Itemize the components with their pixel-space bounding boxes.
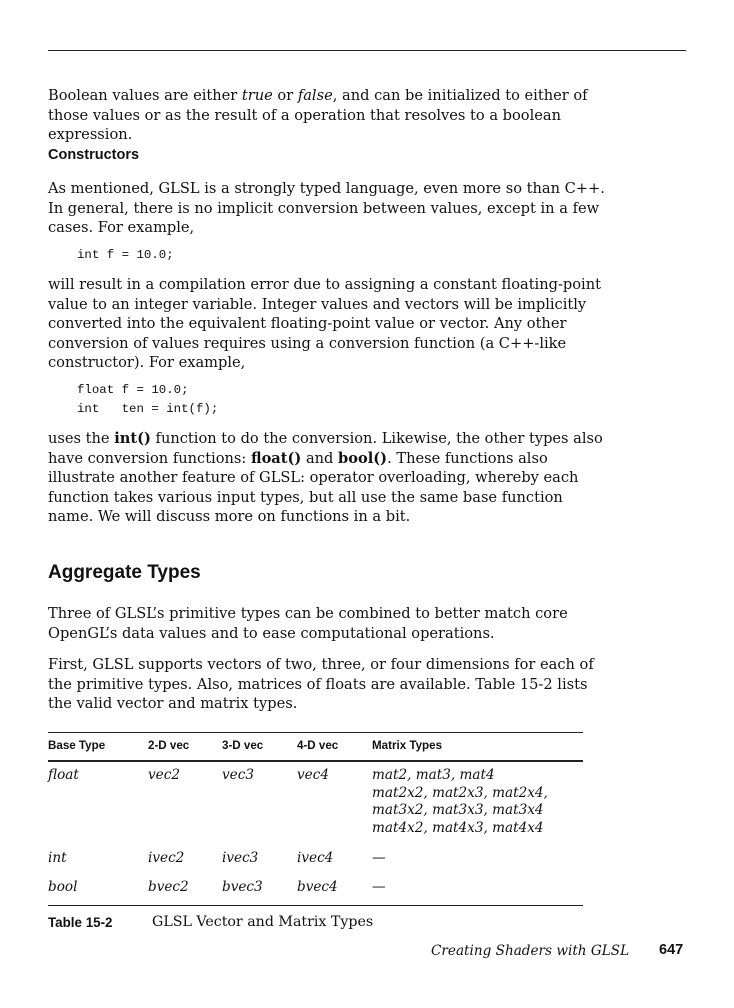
constructors-paragraph-2: will result in a compilation error due to assigning a constant floating-point value to an integer variable. Integer values and vectors will be implicitly converted into the equivalent floating-point value or vector. Any other conversion of values requires using a conversion function (a C++-like constructor). For example, bbox=[48, 276, 601, 372]
table-cell: float bbox=[48, 767, 79, 783]
table-cell: bvec4 bbox=[297, 879, 338, 895]
table-bottom-rule bbox=[48, 905, 583, 906]
table-cell: ivec2 bbox=[148, 850, 185, 866]
table-cell: — bbox=[372, 850, 386, 866]
para-text: function to do the conversion. Likewise, the other types also have conversion functions: bbox=[48, 430, 603, 467]
table-header-3d-vec: 3-D vec bbox=[222, 739, 264, 752]
constructors-paragraph-3 bbox=[48, 429, 608, 527]
table-cell: — bbox=[372, 879, 386, 895]
constructors-paragraph-1: As mentioned, GLSL is a strongly typed language, even more so than C++. In general, there is no implicit conversion between values, except in a few cases. For example, bbox=[48, 180, 605, 237]
top-rule bbox=[48, 50, 686, 51]
running-footer-title: Creating Shaders with GLSL bbox=[431, 943, 630, 959]
intro-text: , and can be initialized to either of those values or as the result of a operation that resolves to a boolean expression. bbox=[48, 87, 588, 144]
table-cell: vec4 bbox=[297, 767, 329, 783]
intro-text: Boolean values are either bbox=[48, 87, 242, 104]
para-text: and bbox=[301, 449, 339, 467]
matrix-type-line: mat2, mat3, mat4 bbox=[372, 767, 495, 783]
page-number: 647 bbox=[659, 942, 684, 958]
function-name-int: int() bbox=[114, 430, 151, 447]
table-cell: ivec3 bbox=[222, 850, 259, 866]
table-caption-label: Table 15-2 bbox=[48, 915, 113, 930]
matrix-type-line: mat3x2, mat3x3, mat3x4 bbox=[372, 802, 544, 818]
aggregate-paragraph-2: First, GLSL supports vectors of two, three, or four dimensions for each of the primitive types. Also, matrices of floats are available. Table 15-2 lists the valid vector and matrix types. bbox=[48, 656, 594, 713]
matrix-type-line: mat4x2, mat4x3, mat4x4 bbox=[372, 819, 544, 836]
table-cell: vec3 bbox=[222, 767, 254, 783]
aggregate-types-heading: Aggregate Types bbox=[48, 562, 201, 583]
code-example-1 bbox=[77, 246, 174, 265]
false-word: false bbox=[297, 87, 333, 104]
code-line: int ten = int(f); bbox=[77, 402, 219, 416]
code-example-2 bbox=[77, 381, 218, 419]
table-cell: bvec3 bbox=[222, 879, 263, 895]
matrix-type-line: mat2x2, mat2x3, mat2x4, bbox=[372, 784, 548, 801]
table-cell bbox=[372, 767, 548, 837]
table-cell: bool bbox=[48, 879, 78, 895]
table-cell: vec2 bbox=[148, 767, 180, 783]
table-header-base-type: Base Type bbox=[48, 739, 106, 752]
table-header-rule bbox=[48, 760, 583, 762]
constructors-heading: Constructors bbox=[48, 147, 140, 163]
true-word: true bbox=[241, 87, 273, 104]
table-header-2d-vec: 2-D vec bbox=[148, 739, 190, 752]
aggregate-paragraph-1: Three of GLSL’s primitive types can be combined to better match core OpenGL’s data values and to ease computational operations. bbox=[48, 605, 568, 642]
code-line: int f = 10.0; bbox=[77, 248, 174, 262]
table-top-rule bbox=[48, 732, 583, 733]
intro-text: or bbox=[272, 87, 298, 104]
para-text: . These functions also illustrate another feature of GLSL: operator overloading, whereby each function takes various input types, but all use the same base function name. We will discuss more on functions in a bit. bbox=[48, 449, 579, 526]
table-cell: int bbox=[48, 850, 67, 866]
intro-paragraph bbox=[48, 86, 608, 145]
code-line: float f = 10.0; bbox=[77, 383, 189, 397]
table-header-4d-vec: 4-D vec bbox=[297, 739, 339, 752]
table-header-matrix-types: Matrix Types bbox=[372, 739, 443, 752]
table-cell: bvec2 bbox=[148, 879, 189, 895]
function-name-float: float() bbox=[250, 449, 302, 467]
table-cell: ivec4 bbox=[297, 850, 334, 866]
function-name-bool: bool() bbox=[338, 449, 388, 467]
table-caption-text: GLSL Vector and Matrix Types bbox=[152, 914, 374, 930]
para-text: uses the bbox=[48, 430, 115, 447]
